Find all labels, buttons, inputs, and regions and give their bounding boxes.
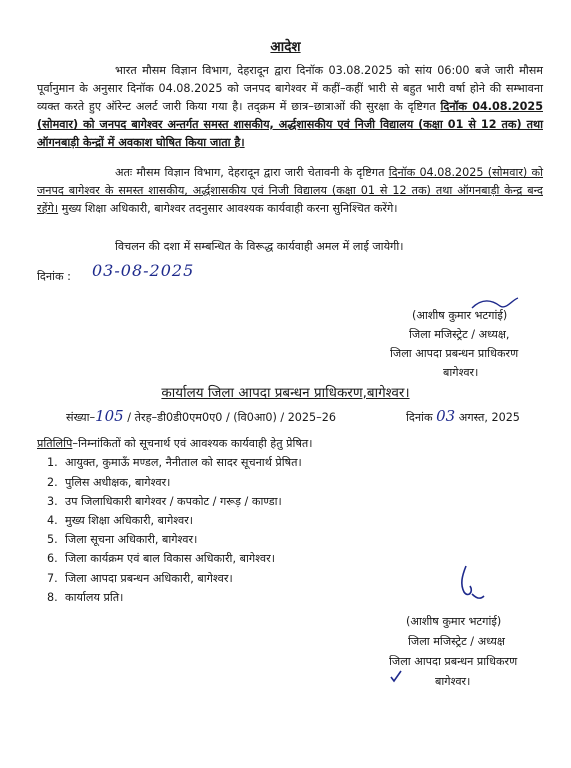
copy-intro-text: –निम्नांकितों को सूचनार्थ एवं आवश्यक कार्यवाही हेतु प्रेषित। (72, 437, 313, 450)
order-paragraph-3: विचलन की दशा में सम्बन्धित के विरूद्ध कार्यवाही अमल में लाई जायेगी। (115, 240, 404, 253)
copy-intro (37, 437, 313, 451)
signature-1-place: बागेश्वर। (443, 366, 479, 379)
order-paragraph-2 (37, 164, 543, 218)
office-date (406, 409, 520, 425)
signature-1-name: (आशीष कुमार भटगांई) (412, 309, 508, 322)
order-paragraph-2-text: अतः मौसम विज्ञान विभाग, देहरादून द्वारा जारी चेतावनी के दृष्टिगत (115, 166, 389, 179)
list-item: 5. जिला सूचना अधिकारी, बागेश्वर। (47, 533, 198, 546)
office-date-rest: अगस्त, 2025 (458, 411, 520, 424)
signature-1-authority: जिला आपदा प्रबन्धन प्राधिकरण (390, 347, 519, 360)
signature-2-place: बागेश्वर। (435, 675, 471, 688)
order-paragraph-1-bold: दिनॉक 04.08.2025 (सोमवार) को जनपद बागेश्वर अन्तर्गत समस्त शासकीय, अर्द्धशासकीय एवं निजी विद्यालय (कक्षा 01 से 12 तक) तथा ऑगनबाड़ी केन्द्रों में अवकाश घोषित किया जाता है। (37, 100, 543, 149)
order-date-handwritten: 03-08-2025 (92, 261, 195, 280)
signature-1-designation: जिला मजिस्ट्रेट / अध्यक्ष, (409, 328, 510, 341)
list-item: 8. कार्यालय प्रति। (47, 591, 124, 604)
order-paragraph-1-text: भारत मौसम विज्ञान विभाग, देहरादून द्वारा दिनॉक 03.08.2025 को सांय 06:00 बजे जारी मौसम पूर्वानुमान के अनुसार दिनॉक 04.08.2025 को जनपद बागेश्वर में कहीं–कहीं भारी से बहुत भारी वर्षा होने की सम्भावना व्यक्त करते हुए ऑरेन्ट अलर्ट जारी किया गया है। तद्क्रम में छात्र–छात्राओं की सुरक्षा के दृष्टिगत (37, 64, 543, 113)
order-title: आदेश (270, 39, 301, 55)
list-item: 2. पुलिस अधीक्षक, बागेश्वर। (47, 476, 171, 489)
signature-2-name: (आशीष कुमार भटगांई) (406, 615, 502, 628)
list-item: 4. मुख्य शिक्षा अधिकारी, बागेश्वर। (47, 514, 194, 527)
reference-number: 105 (95, 407, 124, 425)
office-date-label: दिनांक (406, 411, 433, 424)
list-item: 3. उप जिलाधिकारी बागेश्वर / कपकोट / गरूड़ / काण्डा। (47, 495, 282, 508)
list-item: 7. जिला आपदा प्रबन्धन अधिकारी, बागेश्वर। (47, 572, 233, 585)
order-paragraph-2-tail: मुख्य शिक्षा अधिकारी, बागेश्वर तदनुसार आवश्यक कार्यवाही करना सुनिश्चित करेंगे। (58, 202, 398, 215)
reference-line (66, 409, 336, 425)
order-date-label: दिनांक : (37, 270, 71, 283)
reference-label: संख्या– (66, 411, 96, 424)
tick-mark-icon (388, 668, 404, 684)
order-paragraph-1 (37, 62, 543, 152)
office-heading: कार्यालय जिला आपदा प्रबन्धन प्राधिकरण,बागेश्वर। (161, 385, 410, 401)
signature-2-scribble (450, 562, 490, 606)
copy-intro-label: प्रतिलिपि (37, 437, 73, 450)
list-item: 6. जिला कार्यक्रम एवं बाल विकास अधिकारी, बागेश्वर। (47, 552, 275, 565)
signature-2-designation: जिला मजिस्ट्रेट / अध्यक्ष (408, 635, 505, 648)
order-paragraph-2-underlined: दिनॉक 04.08.2025 (सोमवार) को जनपद बागेश्वर के समस्त शासकीय, अर्द्धशासकीय एवं निजी विद्यालय (कक्षा 01 से 12 तक) तथा ऑगनबाड़ी केन्द्र बन्द रहेंगे। (37, 166, 544, 215)
signature-2-authority: जिला आपदा प्रबन्धन प्राधिकरण (389, 655, 518, 668)
list-item: 1. आयुक्त, कुमाऊँ मण्डल, नैनीताल को सादर सूचनार्थ प्रेषित। (47, 456, 302, 469)
reference-rest: / तेरह–डी0डी0एम0ए0 / (वि0आ0) / 2025–26 (127, 411, 336, 424)
office-date-day: 03 (436, 407, 456, 425)
